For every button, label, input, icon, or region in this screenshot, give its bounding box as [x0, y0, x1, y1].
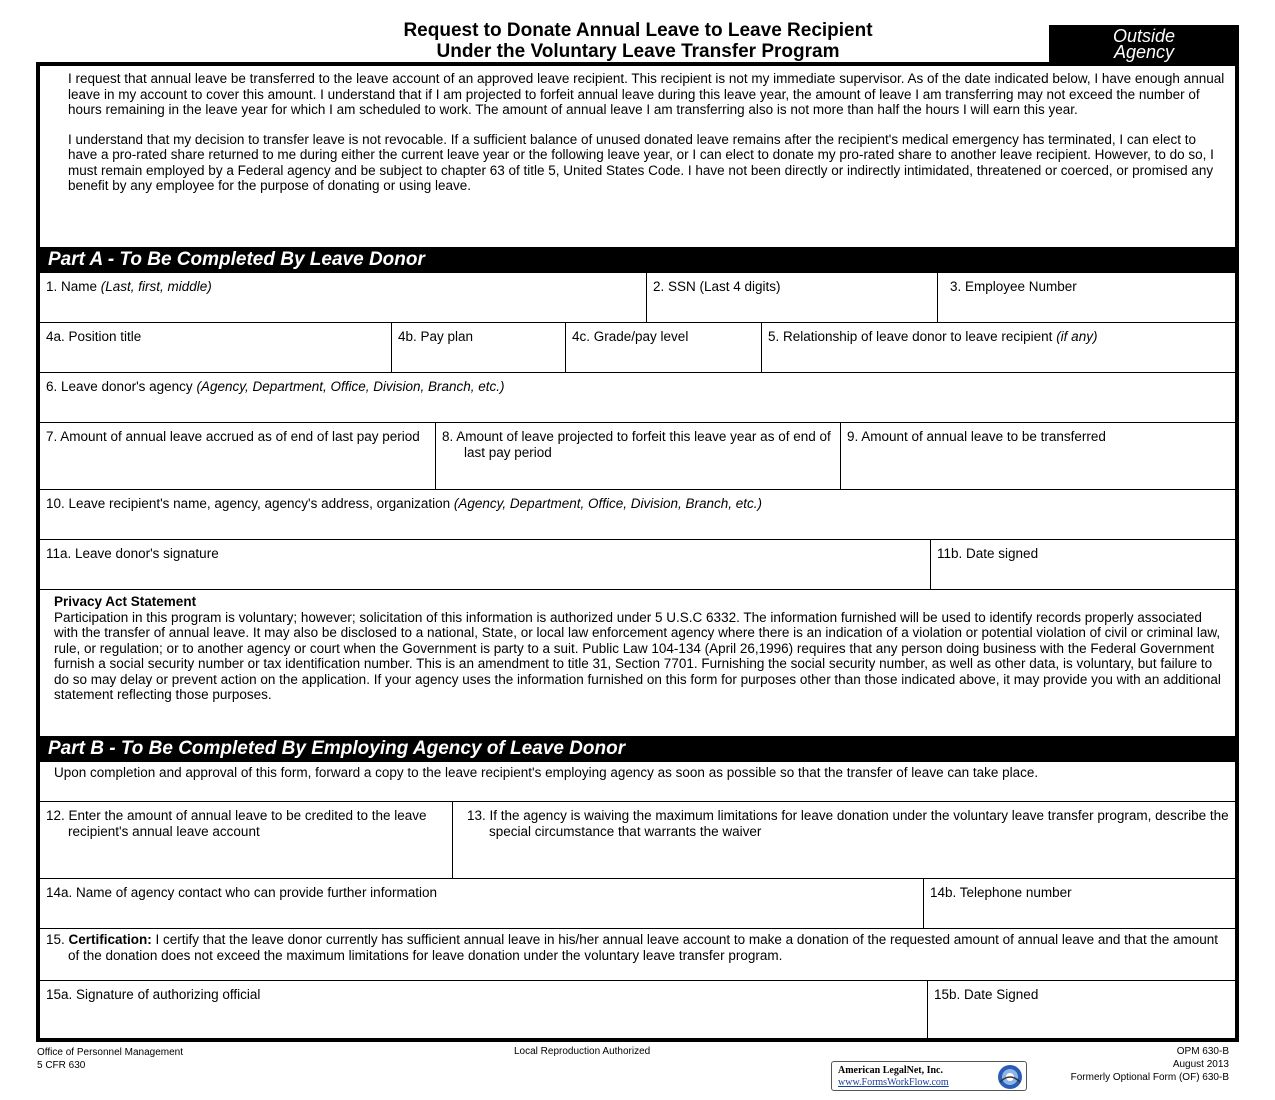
publisher-url-link[interactable]: www.FormsWorkFlow.com	[838, 1077, 949, 1088]
part-a-header: Part A - To Be Completed By Leave Donor	[40, 247, 1235, 273]
field-official-date-signed[interactable]	[928, 981, 1235, 1038]
intro-paragraph-1: I request that annual leave be transferred to the leave account of an approved leave recipient. This recipient is not my immediate supervisor. As of the date indicated below, I have enough annual leave in my account to cover this amount. I understand that if I am projected to forfeit annual leave during this leave year, the amount of leave I am transferring may not exceed the number of hours remaining in the leave year for which I am scheduled to work. The amount of annual leave I am transferring also is not more than half the hours I will earn this year.	[68, 71, 1225, 117]
footer-left	[37, 1046, 183, 1072]
privacy-body: Participation in this program is voluntary; however; solicitation of this information is authorized under 5 U.S.C 6332. The information furnished will be used to identify records properly associated with the transfer of annual leave. It may also be disclosed to a national, State, or local law enforcement agency where there is an indication of a violation or potential violation of civil or criminal law, rule, or regulation; or to another agency or court when the Government is party to a suit. Public Law 104-134 (April 26,1996) requires that any person doing business with the Federal Government furnish a social security number or tax identification number. This is an amendment to title 31, Section 7701. Furnishing the social security number, as well as other data, is voluntary, but failure to do so may delay or prevent action on the application. If your agency uses the information furnished on this form for purposes other than those indicated above, it may provide you with an additional statement reflecting those purposes.	[54, 609, 1221, 702]
privacy-heading: Privacy Act Statement	[54, 594, 197, 609]
field-credited-amount-label: 12. Enter the amount of annual leave to be credited to the leave recipient's annual leave account	[46, 808, 427, 839]
field-credited-amount[interactable]	[40, 802, 453, 878]
field-donor-agency[interactable]	[40, 373, 1235, 422]
row-part-b-instructions	[40, 762, 1235, 802]
field-leave-transferred-label: 9. Amount of annual leave to be transferred	[847, 429, 1106, 444]
row-name-ssn	[40, 273, 1235, 323]
certification-heading: Certification:	[68, 932, 152, 947]
field-relationship-hint: (if any)	[1056, 329, 1098, 344]
field-leave-accrued-label: 7. Amount of annual leave accrued as of end of last pay period	[46, 429, 420, 444]
field-donor-agency-label: 6. Leave donor's agency	[46, 379, 197, 394]
field-position-title-label: 4a. Position title	[46, 329, 142, 344]
field-recipient-info[interactable]	[40, 490, 1235, 539]
row-donor-signature	[40, 540, 1235, 590]
field-grade-pay-level-label: 4c. Grade/pay level	[572, 329, 689, 344]
field-name-label: 1. Name	[46, 279, 101, 294]
field-recipient-info-label: 10. Leave recipient's name, agency, agency's address, organization	[46, 496, 454, 511]
field-name-hint: (Last, first, middle)	[100, 279, 212, 294]
footer-form-number: OPM 630-B	[1176, 1046, 1229, 1057]
row-leave-amounts	[40, 423, 1235, 490]
badge-line2: Agency	[1113, 42, 1175, 62]
form-title	[300, 20, 976, 62]
footer-date: August 2013	[1172, 1059, 1229, 1070]
field-position-title[interactable]	[40, 323, 392, 372]
part-b-instructions: Upon completion and approval of this form, forward a copy to the leave recipient's employing agency as soon as possible so that the transfer of leave can take place.	[54, 765, 1039, 780]
certification-text: I certify that the leave donor currently has sufficient annual leave in his/her annual leave account to make a donation of the requested amount of annual leave and that the amount of the donation does not exceed the maximum limitations for leave donation under the voluntary leave transfer program.	[68, 932, 1218, 963]
field-official-signature[interactable]	[40, 981, 928, 1038]
row-agency-contact	[40, 879, 1235, 929]
field-agency-contact-label: 14a. Name of agency contact who can provide further information	[46, 885, 437, 900]
field-ssn[interactable]	[647, 273, 938, 322]
field-donor-signature-label: 11a. Leave donor's signature	[46, 546, 219, 561]
field-leave-accrued[interactable]	[40, 423, 436, 489]
footer-formerly: Formerly Optional Form (OF) 630-B	[1070, 1072, 1229, 1083]
footer-right	[1071, 1045, 1229, 1084]
field-relationship-label: 5. Relationship of leave donor to leave recipient	[768, 329, 1057, 344]
field-employee-number[interactable]	[938, 273, 1235, 322]
certification-number: 15.	[46, 932, 69, 947]
field-donor-date-signed[interactable]	[931, 540, 1235, 589]
publisher-name: American LegalNet, Inc.	[838, 1065, 943, 1076]
field-agency-contact[interactable]	[40, 879, 924, 928]
field-name[interactable]	[40, 273, 647, 322]
intro-paragraph-2: I understand that my decision to transfer leave is not revocable. If a sufficient balance of unused donated leave remains after the recipient's medical emergency has terminated, I can elect to have a pro-rated share returned to me during either the current leave year or the following leave year, or I can elect to donate my pro-rated share to another leave recipient. However, to do so, I must remain employed by a Federal agency and be subject to chapter 63 of title 5, United States Code. I have not been directly or indirectly intimidated, threatened or coerced, or promised any benefit by any employee for the purpose of donating or using leave.	[68, 131, 1214, 193]
footer-agency: Office of Personnel Management	[37, 1047, 184, 1058]
footer-cfr: 5 CFR 630	[37, 1060, 86, 1071]
globe-logo-icon	[997, 1064, 1023, 1090]
field-official-date-signed-label: 15b. Date Signed	[934, 987, 1039, 1002]
footer-reproduction: Local Reproduction Authorized	[514, 1046, 651, 1057]
field-pay-plan-label: 4b. Pay plan	[398, 329, 474, 344]
row-recipient	[40, 490, 1235, 540]
field-recipient-info-hint: (Agency, Department, Office, Division, Branch, etc.)	[453, 496, 763, 511]
field-telephone-number[interactable]	[924, 879, 1235, 928]
row-donor-agency	[40, 373, 1235, 423]
form-title-line1: Request to Donate Annual Leave to Leave Recipient	[403, 20, 873, 41]
certification-statement	[40, 929, 1235, 980]
row-amount-waiver	[40, 802, 1235, 879]
field-donor-signature[interactable]	[40, 540, 931, 589]
field-waiver-circumstance-label: 13. If the agency is waiving the maximum limitations for leave donation under the voluntary leave transfer program, describe the special circumstance that warrants the waiver	[467, 808, 1229, 839]
row-position	[40, 323, 1235, 373]
form-frame	[36, 62, 1239, 1042]
field-waiver-circumstance[interactable]	[453, 802, 1235, 878]
field-donor-date-signed-label: 11b. Date signed	[937, 546, 1039, 561]
row-certification	[40, 929, 1235, 981]
field-employee-number-label: 3. Employee Number	[950, 279, 1077, 294]
row-official-signature	[40, 981, 1235, 1038]
field-pay-plan[interactable]	[392, 323, 566, 372]
privacy-act-statement	[40, 590, 1235, 736]
field-ssn-label: 2. SSN (Last 4 digits)	[653, 279, 781, 294]
field-leave-forfeit[interactable]	[436, 423, 841, 489]
american-legalnet-badge[interactable]	[831, 1061, 1027, 1091]
outside-agency-badge	[1049, 25, 1239, 63]
field-official-signature-label: 15a. Signature of authorizing official	[46, 987, 261, 1002]
field-grade-pay-level[interactable]	[566, 323, 762, 372]
field-relationship[interactable]	[762, 323, 1235, 372]
field-telephone-number-label: 14b. Telephone number	[930, 885, 1072, 900]
badge-line1: Outside	[1112, 26, 1176, 46]
field-leave-forfeit-label: 8. Amount of leave projected to forfeit this leave year as of end of last pay period	[442, 429, 831, 460]
field-donor-agency-hint: (Agency, Department, Office, Division, Branch, etc.)	[196, 379, 505, 394]
form-title-line2: Under the Voluntary Leave Transfer Program	[436, 41, 840, 62]
intro-statement	[40, 66, 1235, 247]
part-b-header: Part B - To Be Completed By Employing Agency of Leave Donor	[40, 736, 1235, 762]
field-leave-transferred[interactable]	[841, 423, 1235, 489]
